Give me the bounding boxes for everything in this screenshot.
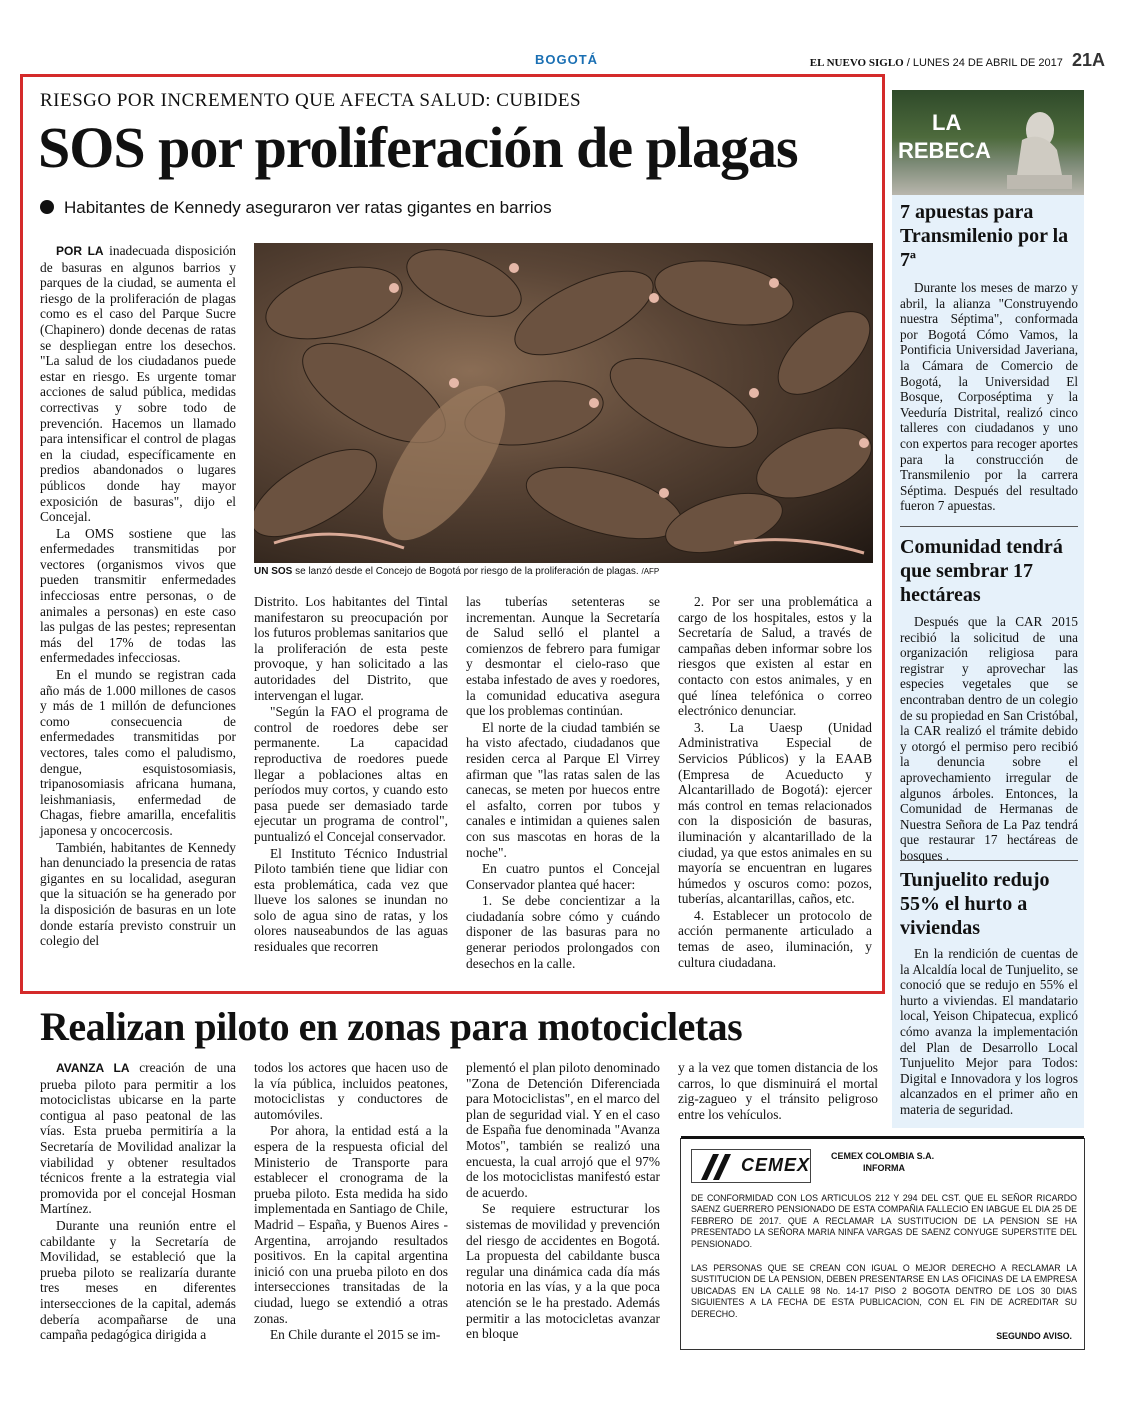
paragraph: Se requiere estructurar los sistemas de movilidad y prevención del riesgo de accidentes en Bogotá. La propuesta del cabildante busca regular una dinámica cada día más notoria en las vías, y a la que poca atención se le ha prestado. Además permitir a las motocicletas avanzar en bloque xyxy=(466,1201,660,1342)
sidebar-story1-title: 7 apuestas para Transmilenio por la 7ª xyxy=(900,201,1069,271)
la-rebeca-image xyxy=(892,90,1084,195)
caption-credit: /AFP xyxy=(641,567,660,576)
paragraph: 3. La Uaesp (Unidad Administrativa Especial de Servicios Públicos) y la EAAB (Empresa de Acueducto y Alcantarillado de Bogotá): ejercer más control en temas relacionados con la disposición de basuras, iluminación y alcantarillado de la ciudad, ya que estos animales en su mayoría se encuentran en lugares húmedos y oscuros como: pozos, tuberías, alcantarillas, caños, etc. xyxy=(678,719,872,907)
sidebar-image-label-2: REBECA xyxy=(898,138,991,163)
paragraph: En la rendición de cuentas de la Alcaldía local de Tunjuelito, se conoció que se redujo en 55% el hurto a viviendas. El mandatario local, Yeison Chipatecua, explicó cómo avanza la implementación del Plan de Desarrollo Local Tunjuelito Mejor para Todos: Digital e Innovadora y los logros alcanzados en el primer año en materia de seguridad. xyxy=(900,946,1078,1117)
paragraph: Después que la CAR 2015 recibió la solicitud de una organización religiosa para registrar y aprovechar las especies vegetales que se encontraban dentro de un colegio de su propiedad en San Cristóbal, la CAR realizó el trámite debido y otorgó el permiso pero recibió la denuncia sobre el aprovechamiento irregular de algunos árboles. Entonces, la Comunidad de Hermanas de Nuestra Señora de La Paz tendrá que restaurar 17 hectáreas de bosques . xyxy=(900,614,1078,863)
sidebar-story1-text xyxy=(900,280,1078,514)
sidebar-divider xyxy=(900,860,1078,861)
paragraph: Distrito. Los habitantes del Tintal manifestaron su preocupación por los futuros problemas sanitarios que la proliferación de esta peste provoque, y han solicitado a las autoridades del Distrito, que intervengan el lugar. xyxy=(254,594,448,703)
paragraph: "Según la FAO el programa de control de roedores debe ser permanente. La capacidad reproductiva de roedores puede llegar a poblaciones altas en períodos muy cortos, y cuando esto pasa puede ser demasiado tarde ejecutar un programa de control", puntualizó el Concejal conservador. xyxy=(254,704,448,844)
paragraph: 4. Establecer un protocolo de acción permanente articulado a temas de aseo, iluminación, y cultura ciudadana. xyxy=(678,907,872,970)
sidebar-story2-text xyxy=(900,614,1078,864)
paragraph: Por ahora, la entidad está a la espera de la respuesta oficial del Ministerio de Transporte para establecer el cronograma de la prueba piloto. Esta medida ha sido implementada en Santiago de Chile, Madrid – España, y Buenos Aires - Argentina, arrojando resultados positivos. En la capital argentina inició con una prueba piloto en dos intersecciones transitadas de la ciudad, luego se extendió a otras zonas. xyxy=(254,1123,448,1326)
caption-text: se lanzó desde el Concejo de Bogotá por riesgo de la proliferación de plagas. xyxy=(295,566,639,577)
bullet-icon xyxy=(40,200,54,214)
sidebar-story3-text xyxy=(900,946,1078,1118)
article2-column-2 xyxy=(254,1060,448,1344)
notice-company: CEMEX COLOMBIA S.A. xyxy=(831,1151,935,1161)
paragraph: las tuberías setenteras se incrementan. Aunque la Secretaría de Salud selló el plantel a comienzos de febrero para fumigar y desmontar el cielo-raso que estaba infestado de aves y roedores, la comunidad educativa asegura que los problemas continúan. xyxy=(466,594,660,719)
cemex-logo-text: CEMEX xyxy=(741,1155,811,1175)
article2-headline: Realizan piloto en zonas para motocicletas xyxy=(40,1004,743,1049)
rats-illustration xyxy=(254,243,873,563)
sidebar-story2-title: Comunidad tendrá que sembrar 17 hectáreas xyxy=(900,536,1063,606)
paragraph: La OMS sostiene que las enfermedades transmitidas por vectores (organismos vivos que pueden transmitir enfermedades infecciosas entre personas, o de animales a personas) en este caso las pulgas de las pestes; representan más del 17% de todas las enfermedades infecciosas. xyxy=(40,525,236,666)
paragraph: En el mundo se registran cada año más de 1.000 millones de casos y más de 1 millón de defunciones como consecuencia de enfermedades transmitidas por vectores, tales como el paludismo, dengue, esquistosomiasis, tripanosomiasis africana humana, leishmaniasis, enfermedad de Chagas, fiebre amarilla, encefalitis japonesa y oncocercosis. xyxy=(40,667,236,838)
rats-photo xyxy=(254,243,873,563)
article-subheadline xyxy=(40,198,552,218)
caption-lead: UN SOS xyxy=(254,566,293,577)
paragraph: 1. Se debe concientizar a la ciudadanía sobre cómo y cuándo disponer de las basuras para no generar periodos prolongados con desechos en la calle. xyxy=(466,893,660,971)
article2-column-4 xyxy=(678,1060,878,1123)
page-header xyxy=(20,50,1105,74)
notice-aviso: SEGUNDO AVISO. xyxy=(996,1331,1072,1341)
notice-body-1: DE CONFORMIDAD CON LOS ARTICULOS 212 Y 294 DEL CST. QUE EL SEÑOR RICARDO SAENZ GUERRERO PENSIONADO DE ESTA COMPAÑIA FALLECIO EN IABGUE EL DIA 25 DE FEBRERO DE 2017. QUE A RECLAMAR LA SUSTITUCION DE LA PENSION SE HA PRESENTADO LA SEÑORA MARIA NINFA VARGAS DE SAENZ CONYUGE SUPERSTITE DEL PENSIONADO. xyxy=(691,1193,1077,1249)
paragraph: El norte de la ciudad también se ha visto afectado, ciudadanos que residen cerca al Parque El Virrey afirman que "las ratas salen de las canecas, se meten por huecos entre el asfalto, corren por tubos y canales e intimidan a quienes salen con sus mascotas en horas de la noche". xyxy=(466,719,660,860)
paragraph: creación de una prueba piloto para permitir a los motociclistas ubicarse en la parte contigua al paso peatonal de las vías. Esta prueba permitiría a la Secretaría de Movilidad analizar la viabilidad y obtener resultados técnicos frente a la estrategia vial promovida por el concejal Hosman Martínez. xyxy=(40,1060,236,1217)
article1-column-4 xyxy=(678,594,872,971)
publication-name: EL NUEVO SIGLO xyxy=(809,57,904,69)
paragraph: Durante los meses de marzo y abril, la alianza "Construyendo nuestra Séptima", conformada por Bogotá Cómo Vamos, la Pontificia Universidad Javeriana, la Cámara de Comercio de Bogotá, la Universidad El Bosque, Corposéptima y la Veeduría Distrital, realizó cinco talleres con ciudadanos y uno con expertos para recoger aportes para la construcción de Transmilenio por la carrera Séptima. Después del resultado fueron 7 apuestas. xyxy=(900,280,1078,514)
publication-line xyxy=(810,50,1105,71)
publication-date: / LUNES 24 DE ABRIL DE 2017 xyxy=(906,57,1063,69)
article-headline: SOS por proliferación de plagas xyxy=(38,115,798,180)
article-kicker: RIESGO POR INCREMENTO QUE AFECTA SALUD: CUBIDES xyxy=(40,90,582,111)
notice-top-rule xyxy=(681,1136,1084,1139)
paragraph: todos los actores que hacen uso de la vía pública, incluidos peatones, motociclistas y conductores de automóviles. xyxy=(254,1060,448,1122)
lead-in: AVANZA LA xyxy=(56,1061,130,1075)
article1-column-1 xyxy=(40,243,236,950)
paragraph: 2. Por ser una problemática a cargo de los hospitales, estos y la Secretaría de Salud, a través de campañas deben informar sobre los riesgos que existen al estar en contacto con estos animales, y en qué línea telefónica o correo electrónico denunciar. xyxy=(678,594,872,719)
paragraph: y a la vez que tomen distancia de los carros, lo que disminuirá el mortal zig-zagueo y el tránsito peligroso entre los vehículos. xyxy=(678,1060,878,1122)
cemex-logo-icon xyxy=(697,1152,737,1182)
sidebar-image-label-1: LA xyxy=(932,110,962,135)
notice-informa: INFORMA xyxy=(863,1163,905,1173)
cemex-notice xyxy=(680,1138,1085,1350)
paragraph: En Chile durante el 2015 se im- xyxy=(270,1327,441,1343)
paragraph: Durante una reunión entre el cabildante y la Secretaría de Movilidad, se estableció que la prueba piloto se realizaría durante tres meses en diferentes intersecciones de la capital, además debería acompañarse de una campaña pedagógica dirigida a xyxy=(40,1217,236,1343)
lead-in: POR LA xyxy=(56,244,104,258)
article2-column-3 xyxy=(466,1060,660,1343)
paragraph: plementó el plan piloto denominado "Zona de Detención Diferenciada para Motociclistas", en el marco del plan de seguridad vial. Y en el caso de España fue denominada "Avanza Motos", también se realizó una encuesta, la cual arrojó que el 97% de los motociclistas manifestó estar de acuerdo. xyxy=(466,1060,660,1200)
notice-body-2: LAS PERSONAS QUE SE CREAN CON IGUAL O MEJOR DERECHO A RECLAMAR LA SUSTITUCION DE LA PENSION, DEBEN PRESENTARSE EN LAS OFICINAS DE LA EMPRESA UBICADAS EN LA CALLE 98 No. 14-17 PISO 2 BOGOTA DENTRO DE LOS 30 DIAS SIGUIENTES A LA FECHA DE ESTA PUBLICACION, CON EL FIN DE ACREDITAR SU DERECHO. xyxy=(691,1263,1077,1319)
paragraph: El Instituto Técnico Industrial Piloto también tiene que lidiar con esta problemática, cada vez que llueve los salones se inundan no solo de agua sino de ratas, y los olores nauseabundos de las aguas residuales que recorren xyxy=(254,845,448,955)
page-number: 21A xyxy=(1071,50,1105,70)
article1-column-2 xyxy=(254,594,448,956)
paragraph: También, habitantes de Kennedy han denunciado la presencia de ratas gigantes en su localidad, aseguran que la situación se ha generado por la disposición de basuras en un lote donde estaría previsto construir un colegio del xyxy=(40,839,236,949)
article1-column-3 xyxy=(466,594,660,972)
article2-column-1 xyxy=(40,1060,236,1344)
paragraph: inadecuada disposición de basuras en algunos barrios y parques de la ciudad, se aumenta el riesgo de la proliferación de plagas como es el caso del Parque Sucre (Chapinero) donde decenas de ratas se despliegan entre los desechos. "La salud de los ciudadanos puede estar en riesgo. Es urgente tomar acciones de salud pública, medidas correctivas y sobre todo de prevención. Hacemos un llamado para intensificar el control de plagas en la ciudad, específicamente en predios abandonados o lugares públicos donde hay mayor exposición de basuras", dijo el Concejal. xyxy=(40,243,236,525)
subheadline-text: Habitantes de Kennedy aseguraron ver ratas gigantes en barrios xyxy=(64,198,552,217)
photo-caption xyxy=(254,566,873,577)
section-name: BOGOTÁ xyxy=(535,52,599,67)
paragraph: En cuatro puntos el Concejal Conservador plantea qué hacer: xyxy=(466,861,660,892)
sidebar-divider xyxy=(900,526,1078,527)
sidebar-story3-title: Tunjuelito redujo 55% el hurto a viviendas xyxy=(900,869,1050,939)
